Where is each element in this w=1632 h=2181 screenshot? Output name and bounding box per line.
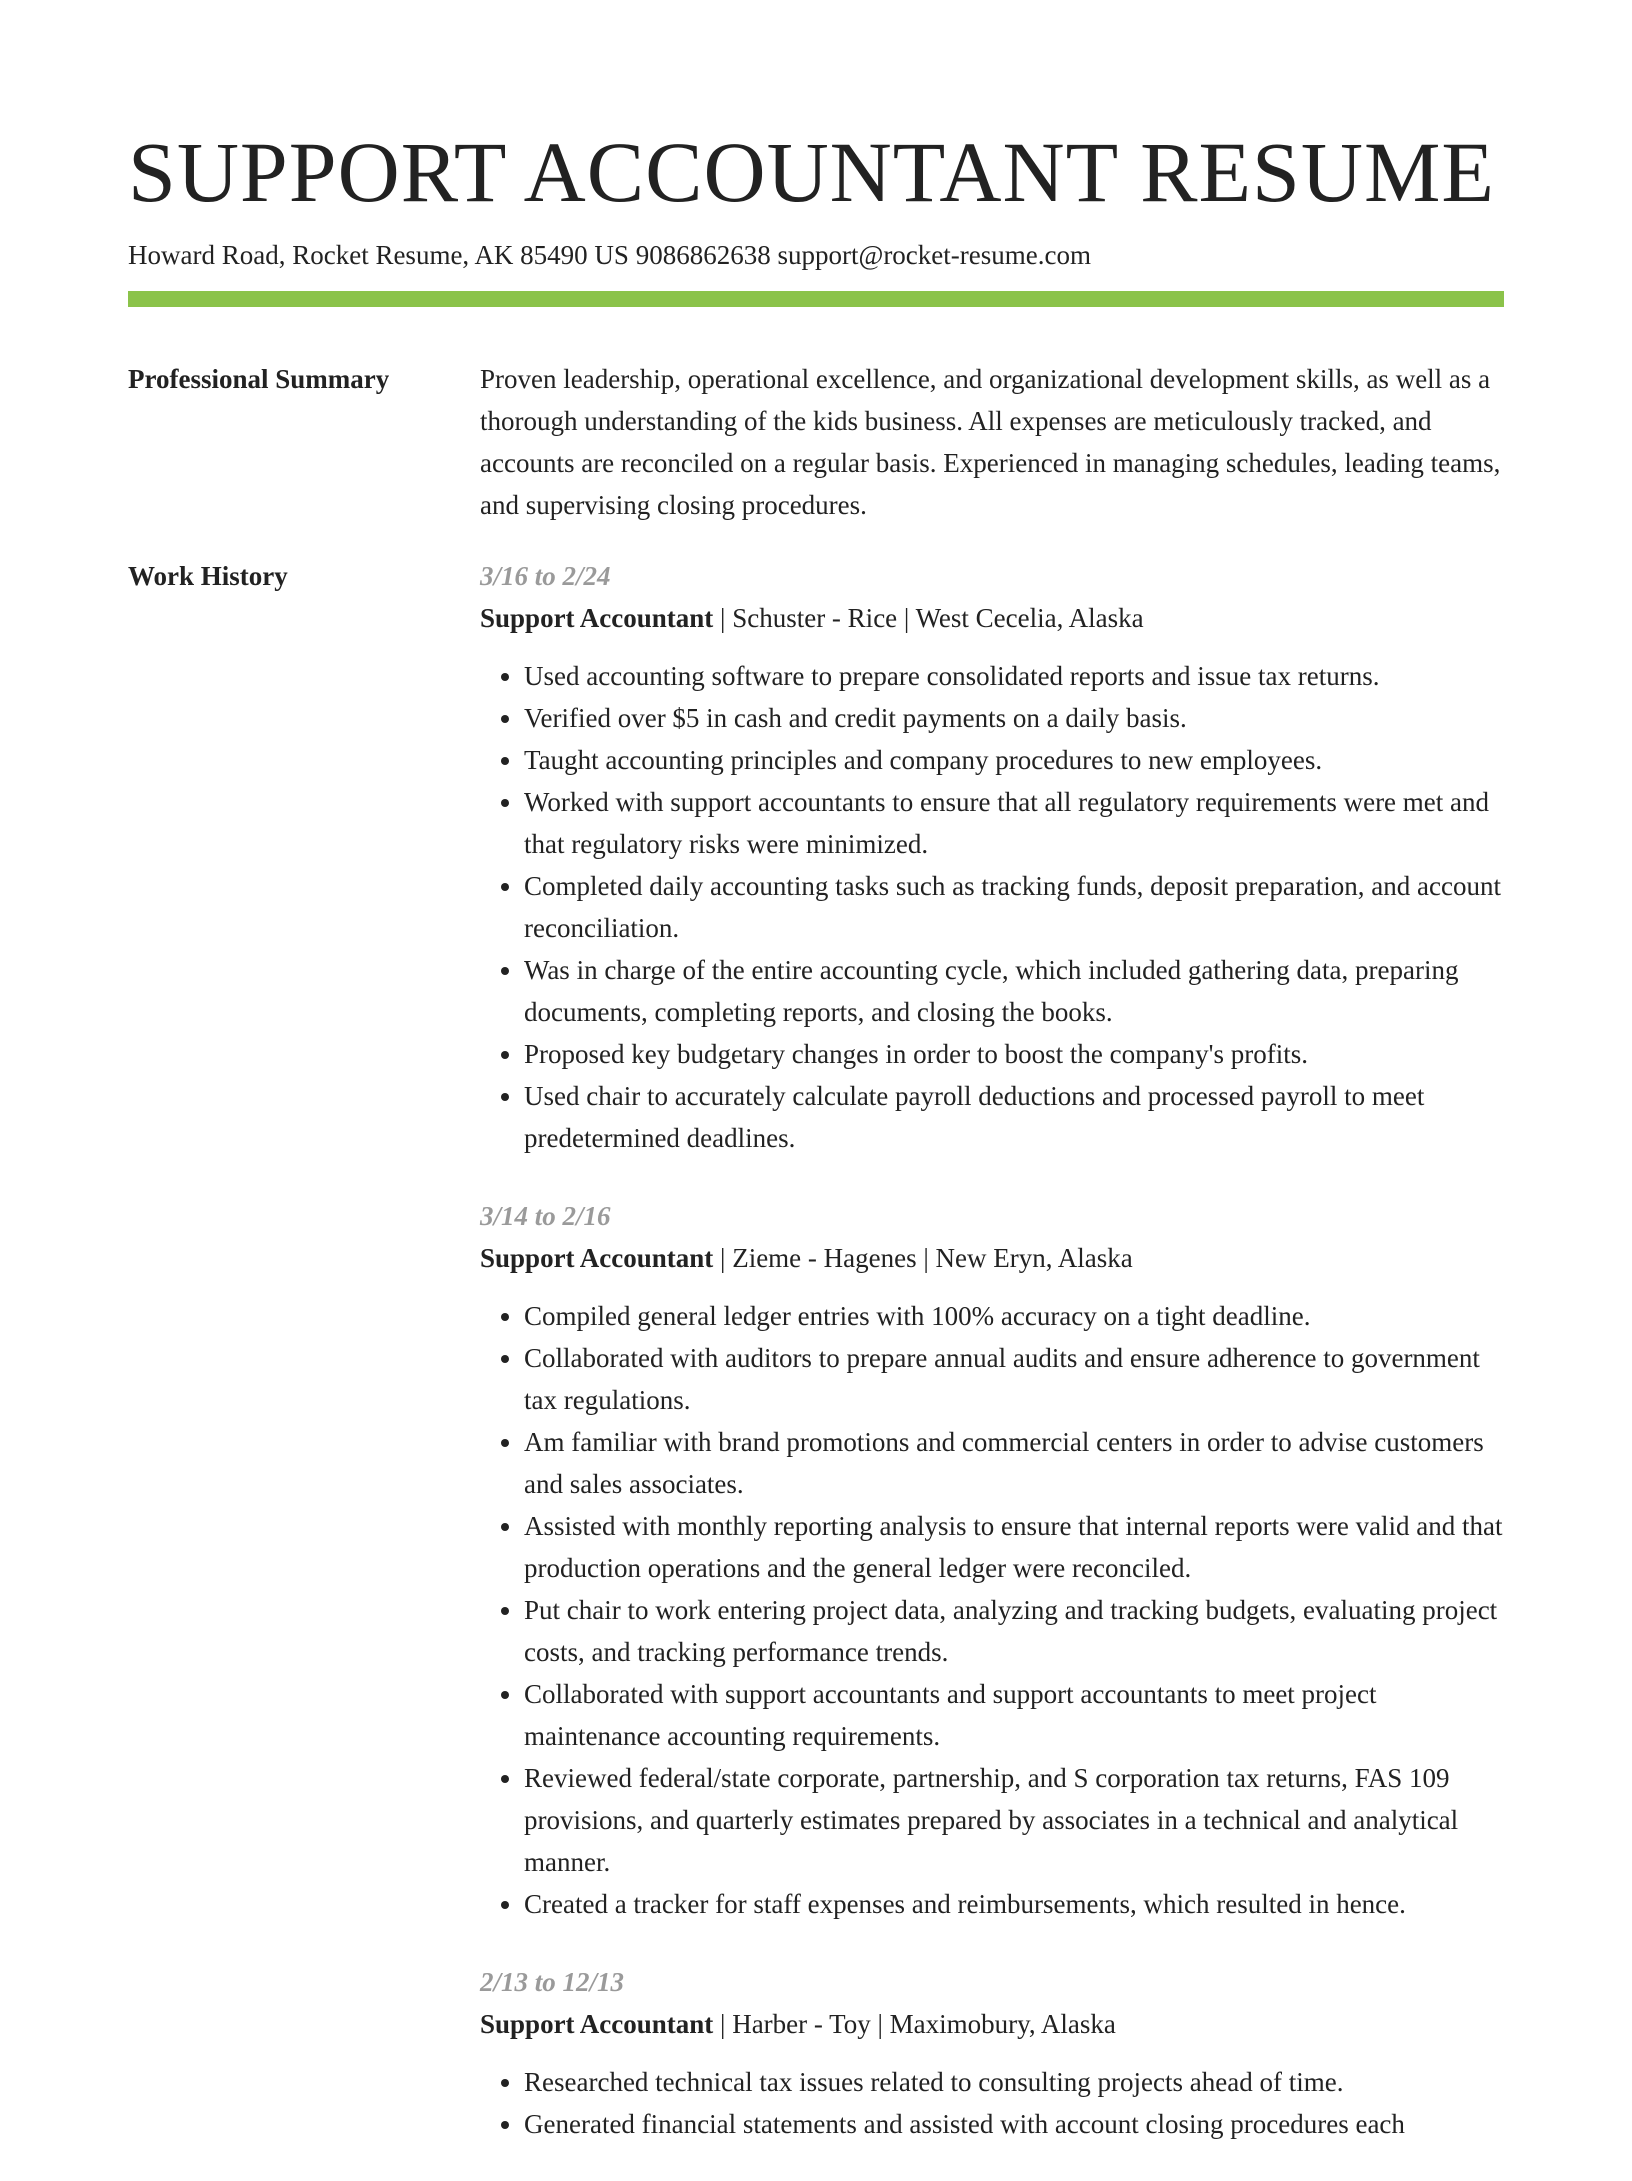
job-heading bbox=[480, 597, 1504, 639]
duties-list bbox=[480, 655, 1504, 1159]
duty-item: • Collaborated with auditors to prepare annual audits and ensure adherence to government tax regulations. bbox=[524, 1337, 1504, 1421]
job-entry bbox=[480, 1195, 1504, 1925]
job-title: Support Accountant bbox=[480, 603, 714, 633]
job-details: | Harber - Toy | Maximobury, Alaska bbox=[713, 2009, 1116, 2039]
jobs-list bbox=[480, 555, 1504, 2181]
duty-item: • Researched technical tax issues related to consulting projects ahead of time. bbox=[524, 2061, 1504, 2103]
duty-item: • Generated financial statements and assisted with account closing procedures each bbox=[524, 2103, 1504, 2145]
duty-item: • Assisted with monthly reporting analysis to ensure that internal reports were valid and that production operations and the general ledger were reconciled. bbox=[524, 1505, 1504, 1589]
duty-item: • Created a tracker for staff expenses and reimbursements, which resulted in hence. bbox=[524, 1883, 1504, 1925]
job-dates: 2/13 to 12/13 bbox=[480, 1967, 625, 1997]
resume-title: SUPPORT ACCOUNTANT RESUME bbox=[128, 124, 1495, 220]
work-history-section bbox=[128, 555, 1504, 2181]
duty-item: • Proposed key budgetary changes in order to boost the company's profits. bbox=[524, 1033, 1504, 1075]
job-entry bbox=[480, 1961, 1504, 2145]
job-details: | Zieme - Hagenes | New Eryn, Alaska bbox=[713, 1243, 1133, 1273]
contact-line: Howard Road, Rocket Resume, AK 85490 US 9086862638 support@rocket-resume.com bbox=[128, 240, 1091, 270]
professional-summary-section bbox=[128, 358, 1504, 526]
job-dates: 3/16 to 2/24 bbox=[480, 561, 611, 591]
section-label-work-history: Work History bbox=[128, 561, 288, 591]
summary-text: Proven leadership, operational excellence, and organizational development skills, as well as a thorough understanding of the kids business. All expenses are meticulously tracked, and accounts are reconciled on a regular basis. Experienced in managing schedules, leading teams, and supervising closing procedures. bbox=[480, 364, 1501, 520]
job-heading bbox=[480, 2003, 1504, 2045]
duty-item: • Compiled general ledger entries with 100% accuracy on a tight deadline. bbox=[524, 1295, 1504, 1337]
duties-list bbox=[480, 1295, 1504, 1925]
duty-item: • Reviewed federal/state corporate, partnership, and S corporation tax returns, FAS 109 provisions, and quarterly estimates prepared by associates in a technical and analytical manner. bbox=[524, 1757, 1504, 1883]
job-heading bbox=[480, 1237, 1504, 1279]
duty-item: • Used chair to accurately calculate payroll deductions and processed payroll to meet predetermined deadlines. bbox=[524, 1075, 1504, 1159]
job-title: Support Accountant bbox=[480, 2009, 714, 2039]
duty-item: • Verified over $5 in cash and credit payments on a daily basis. bbox=[524, 697, 1504, 739]
job-details: | Schuster - Rice | West Cecelia, Alaska bbox=[713, 603, 1144, 633]
accent-divider bbox=[128, 291, 1504, 307]
resume-page bbox=[128, 120, 1504, 2181]
duty-item: • Put chair to work entering project data, analyzing and tracking budgets, evaluating project costs, and tracking performance trends. bbox=[524, 1589, 1504, 1673]
duty-item: • Was in charge of the entire accounting cycle, which included gathering data, preparing documents, completing reports, and closing the books. bbox=[524, 949, 1504, 1033]
duty-item: • Taught accounting principles and company procedures to new employees. bbox=[524, 739, 1504, 781]
duty-item: • Am familiar with brand promotions and commercial centers in order to advise customers and sales associates. bbox=[524, 1421, 1504, 1505]
job-dates: 3/14 to 2/16 bbox=[480, 1201, 611, 1231]
duty-item: • Worked with support accountants to ensure that all regulatory requirements were met and that regulatory risks were minimized. bbox=[524, 781, 1504, 865]
section-label-summary: Professional Summary bbox=[128, 364, 390, 394]
job-entry bbox=[480, 555, 1504, 1159]
job-title: Support Accountant bbox=[480, 1243, 714, 1273]
duties-list bbox=[480, 2061, 1504, 2145]
duty-item: • Completed daily accounting tasks such as tracking funds, deposit preparation, and account reconciliation. bbox=[524, 865, 1504, 949]
duty-item: • Collaborated with support accountants and support accountants to meet project maintenance accounting requirements. bbox=[524, 1673, 1504, 1757]
duty-item: • Used accounting software to prepare consolidated reports and issue tax returns. bbox=[524, 655, 1504, 697]
